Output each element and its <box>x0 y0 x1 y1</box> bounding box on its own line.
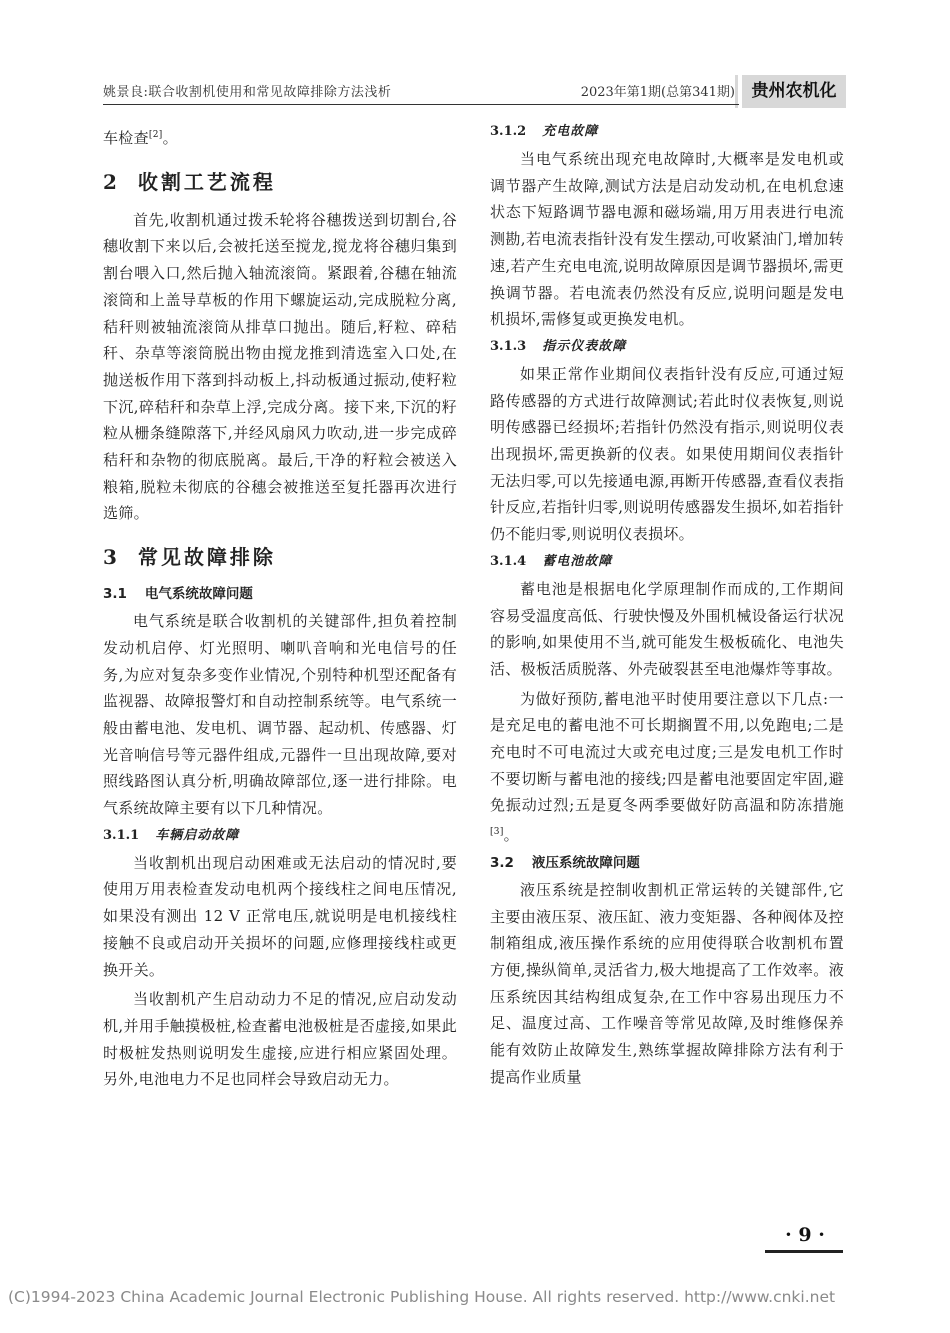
running-title: 姚景良:联合收割机使用和常见故障排除方法浅析 <box>103 85 392 100</box>
paragraph-tail: 。 <box>162 129 178 147</box>
journal-name-box <box>738 75 846 108</box>
subsection-title: 液压系统故障问题 <box>531 854 640 871</box>
section-heading <box>103 166 457 195</box>
copyright-footer: (C)1994-2023 China Academic Journal Electronic Publishing House. All rights reserved. http://www.cnki.net <box>8 1288 836 1306</box>
paragraph-text: 车检查 <box>103 129 149 147</box>
citation-ref: [3] <box>490 827 504 838</box>
subsubsection-number: 3.1.1 <box>103 827 140 843</box>
paragraph-tail: 。 <box>503 826 519 845</box>
journal-name: 贵州农机化 <box>751 81 837 101</box>
left-column <box>103 122 457 1093</box>
page-header <box>0 0 950 110</box>
citation-ref: [2] <box>148 130 163 140</box>
subsubsection-title: 蓄电池故障 <box>542 553 613 569</box>
paragraph-text: 为做好预防,蓄电池平时使用要注意以下几点:一是充足电的蓄电池不可长期搁置不用,以免跑电;二是充电时不可电流过大或充电过度;三是发电机工作时不要切断与蓄电池的接线;四是蓄电池要固定牢固,避免振动过烈;五是夏冬两季要做好防高温和防冻措施 <box>490 689 844 815</box>
section-title: 常见故障排除 <box>137 545 276 570</box>
right-column <box>490 122 844 1091</box>
subsubsection-title: 车辆启动故障 <box>155 827 240 843</box>
paragraph <box>103 122 457 152</box>
subsection-title: 电气系统故障问题 <box>144 586 253 603</box>
section-number: 3 <box>103 545 120 570</box>
header-rule <box>103 104 739 105</box>
section-number: 2 <box>103 169 120 194</box>
issue-info: 2023年第1期(总第341期) <box>580 85 735 100</box>
subsubsection-heading <box>490 118 844 146</box>
paragraph: 当收割机出现启动困难或无法启动的情况时,要使用万用表检查发动电机两个接线柱之间电压情况,如果没有测出 12 V 正常电压,就说明是电机接线柱接触不良或启动开关损坏的问题,应修理接线柱或更换开关。 <box>103 853 457 979</box>
paragraph: 当电气系统出现充电故障时,大概率是发电机或调节器产生故障,测试方法是启动发动机,在电机怠速状态下短路调节器电源和磁场端,用万用表进行电流测勘,若电流表指针没有发生摆动,可收紧油门,增加转速,若产生充电电流,说明故障原因是调节器损坏,需更换调节器。若电流表仍然没有反应,说明问题是发电机损坏,需修复或更换发电机。 <box>490 150 844 329</box>
paragraph: 电气系统是联合收割机的关键部件,担负着控制发动机启停、灯光照明、喇叭音响和光电信号的任务,为应对复杂多变作业情况,个别特种机型还配备有监视器、故障报警灯和自动控制系统等。电气系统一般由蓄电池、发电机、调节器、起动机、传感器、灯光音响信号等元器件组成,元器件一旦出现故障,要对照线路图认真分析,明确故障部位,逐一进行排除。电气系统故障主要有以下几种情况。 <box>103 612 457 818</box>
subsubsection-heading <box>490 548 844 576</box>
paragraph: 如果正常作业期间仪表指针没有反应,可通过短路传感器的方式进行故障测试;若此时仪表恢复,则说明传感器已经损坏;若指针仍然没有指示,则说明仪表出现损坏,需更换新的仪表。如果使用期间仪表指针无法归零,可以先接通电源,再断开传感器,查看仪表指针反应,若指针归零,则说明传感器发生损坏,如若指针仍不能归零,则说明仪表损坏。 <box>490 364 844 544</box>
paragraph: 当收割机产生启动动力不足的情况,应启动发动机,并用手触摸极桩,检查蓄电池极桩是否虚接,如果此时极桩发热则说明发生虚接,应进行相应紧固处理。另外,电池电力不足也同样会导致启动无力。 <box>103 990 457 1089</box>
paragraph: 液压系统是控制收割机正常运转的关键部件,它主要由液压泵、液压缸、液力变矩器、各种阀体及控制箱组成,液压操作系统的应用使得联合收割机布置方便,操纵简单,灵活省力,极大地提高了工作效率。液压系统因其结构组成复杂,在工作中容易出现压力不足、温度过高、工作噪音等常见故障,及时维修保养能有效防止故障发生,熟练掌握故障排除方法有利于提高作业质量 <box>490 880 844 1086</box>
subsection-heading <box>490 849 844 877</box>
subsubsection-title: 充电故障 <box>542 124 599 139</box>
paragraph: 蓄电池是根据电化学原理制作而成的,工作期间容易受温度高低、行驶快慢及外围机械设备运行状况的影响,如果使用不当,就可能发生极板硫化、电池失活、极板活质脱落、外壳破裂甚至电池爆炸等事故。 <box>490 579 844 678</box>
subsubsection-number: 3.1.2 <box>490 124 527 139</box>
subsubsection-number: 3.1.3 <box>490 338 527 354</box>
paragraph: 首先,收割机通过拨禾轮将谷穗拨送到切割台,谷穗收割下来以后,会被托送至搅龙,搅龙将谷穗归集到割台喂入口,然后抛入轴流滚筒。紧跟着,谷穗在轴流滚筒和上盖导草板的作用下螺旋运动,完成脱粒分离,秸秆则被轴流滚筒从排草口抛出。随后,籽粒、碎秸秆、杂草等滚筒脱出物由搅龙推到清选室入口处,在抛送板作用下落到抖动板上,抖动板通过振动,使籽粒下沉,碎秸秆和杂草上浮,完成分离。接下来,下沉的籽粒从栅条缝隙落下,并经风扇风力吹动,进一步完成碎秸秆和杂物的彻底脱离。最后,干净的籽粒会被送入粮箱,脱粒未彻底的谷穗会被推送至复托器再次进行选筛。 <box>103 210 457 523</box>
subsubsection-heading <box>103 822 457 850</box>
page-number-rule <box>765 1250 843 1253</box>
section-heading <box>103 541 457 570</box>
subsection-heading <box>103 580 457 608</box>
page-number: · 9 · <box>785 1224 825 1246</box>
paragraph <box>490 686 844 849</box>
subsubsection-heading <box>490 333 844 361</box>
subsection-number: 3.2 <box>490 854 514 871</box>
subsubsection-number: 3.1.4 <box>490 553 527 569</box>
section-title: 收割工艺流程 <box>137 169 276 194</box>
subsection-number: 3.1 <box>103 586 127 603</box>
subsubsection-title: 指示仪表故障 <box>542 338 627 354</box>
